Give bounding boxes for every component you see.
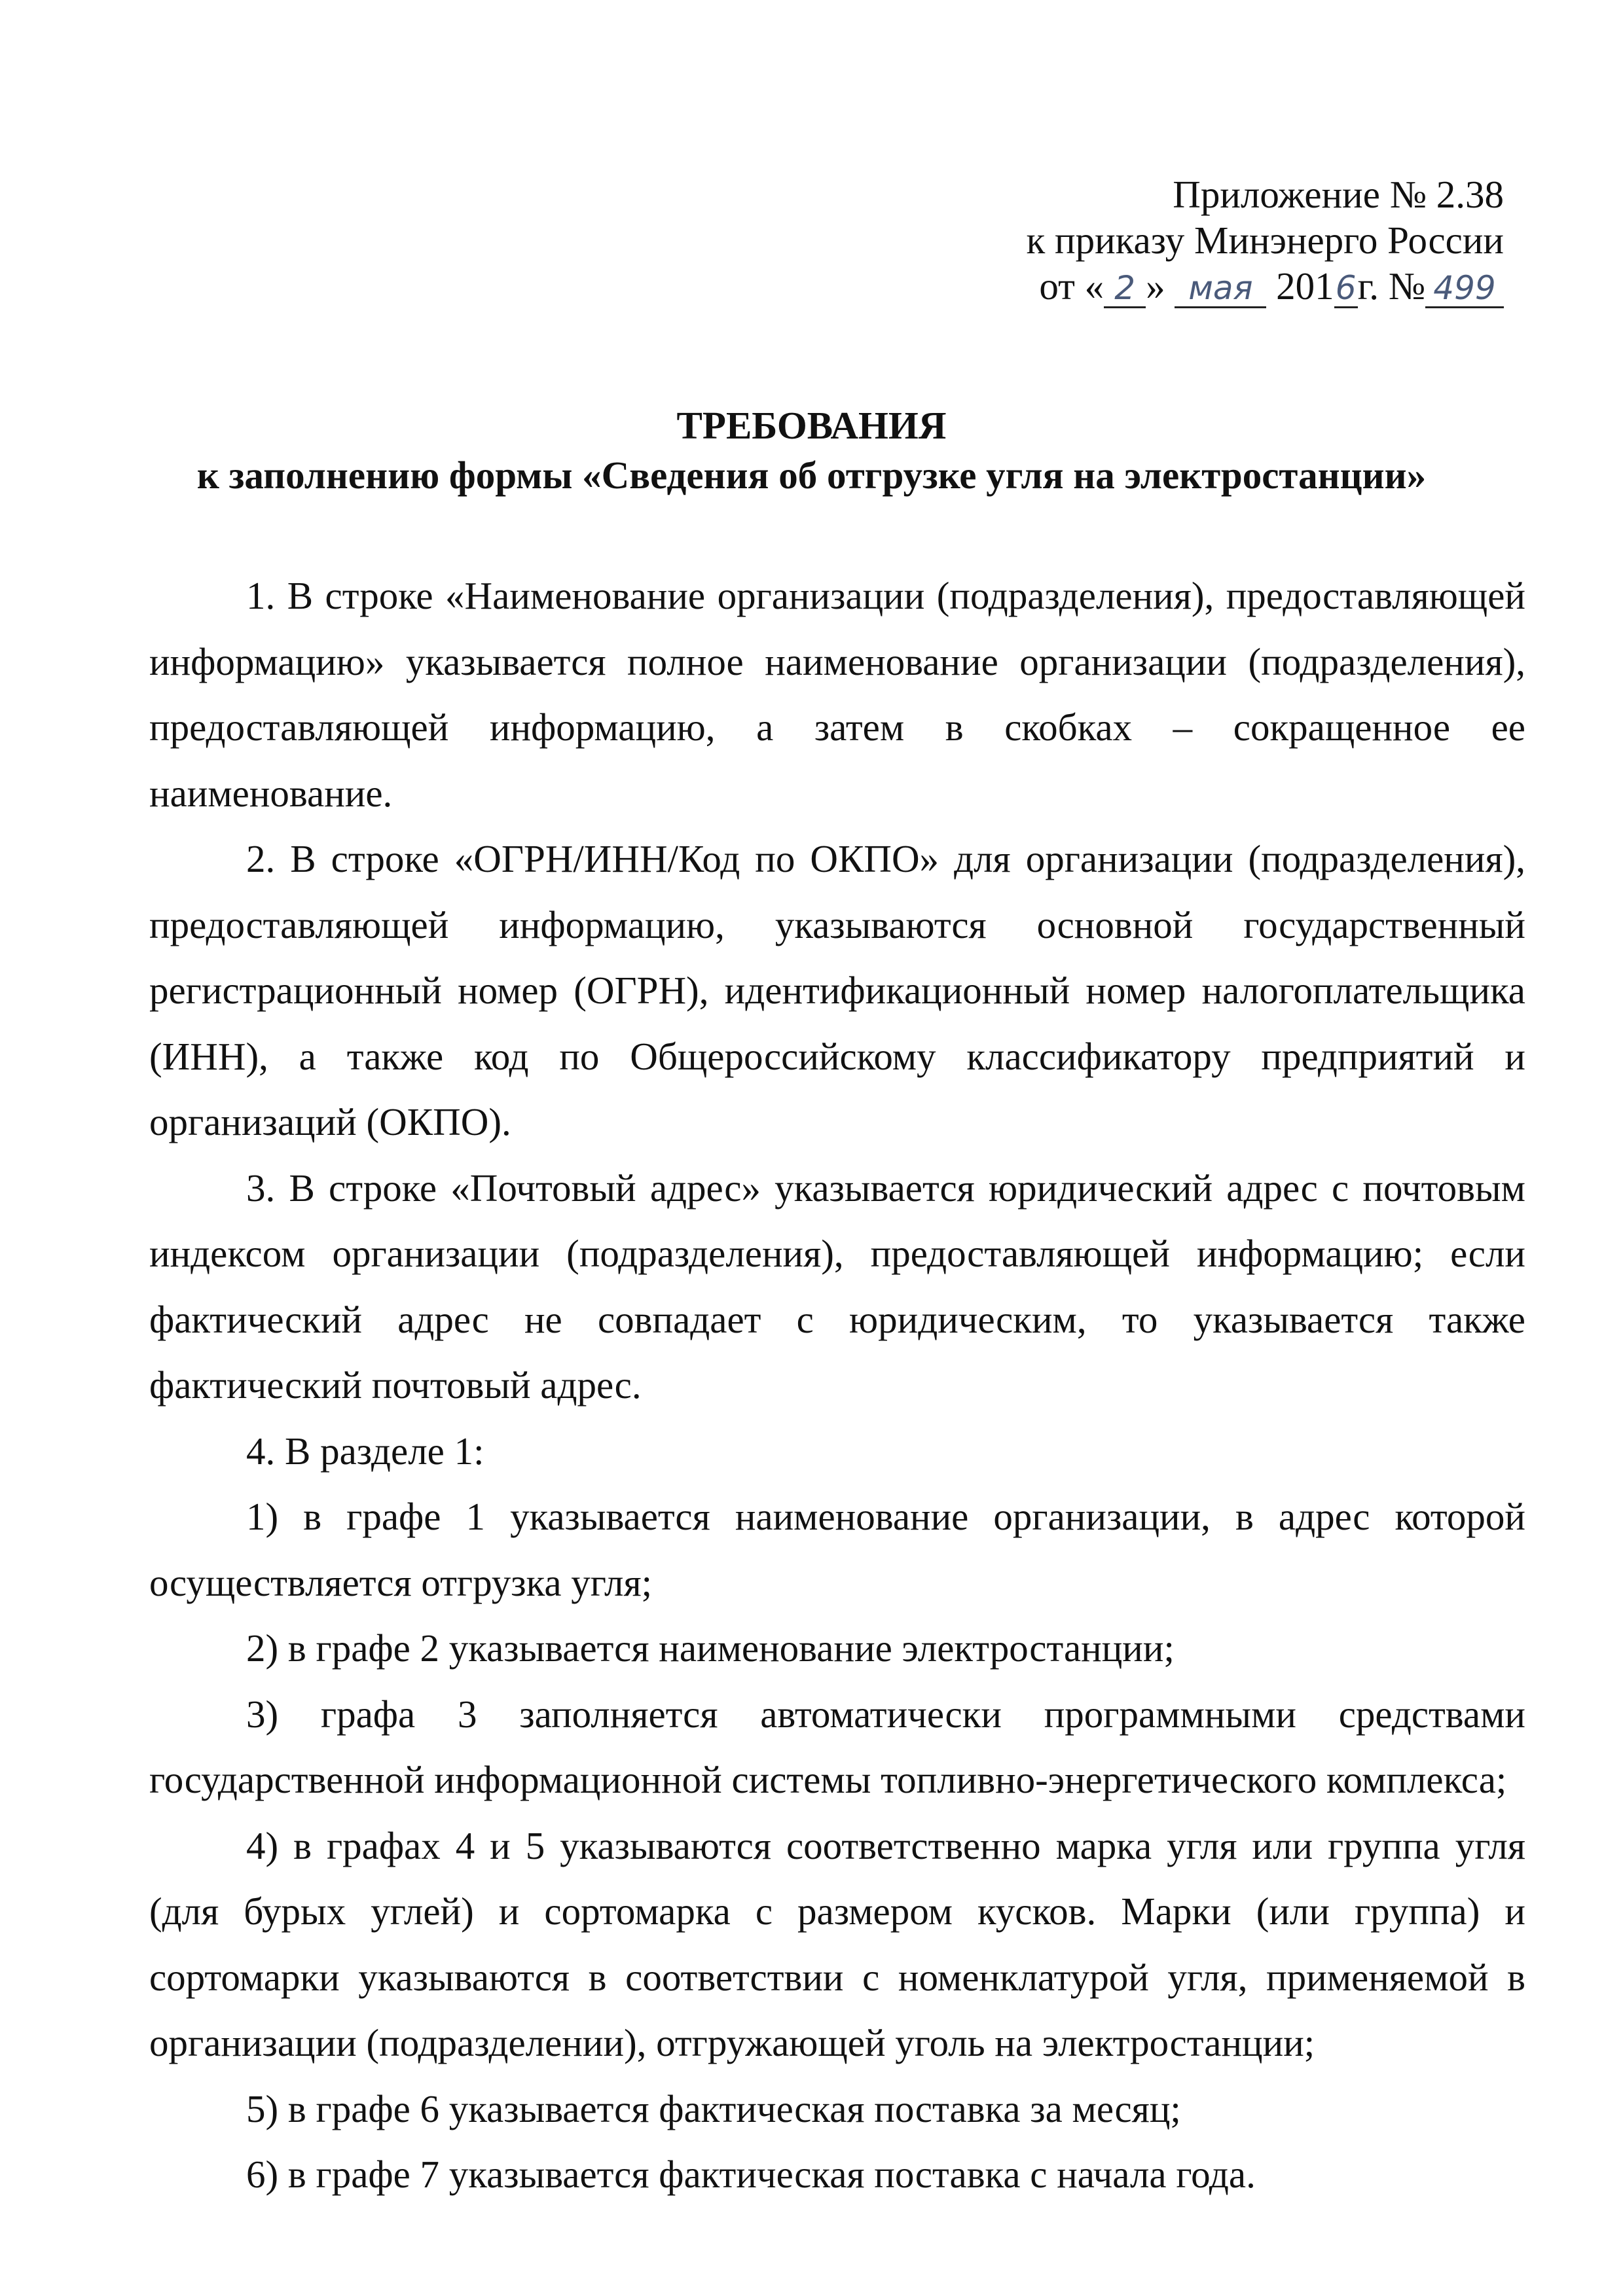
paragraph-4-1: 1) в графе 1 указывается наименование организации, в адрес которой осуществляется отгрузка угля; [149, 1495, 1525, 1604]
paragraph-1: 1. В строке «Наименование организации (подразделения), предоставляющей информацию» указывается полное наименование организации (подразделения), предоставляющей информацию, а затем в скобках – сокращенное ее наименование. [149, 574, 1525, 815]
paragraph-4-3: 3) графа 3 заполняется автоматически программными средствами государственной информационной системы топливно-энергетического комплекса; [149, 1692, 1525, 1801]
paragraph-2: 2. В строке «ОГРН/ИНН/Код по ОКПО» для организации (подразделения), предоставляющей информацию, указываются основной государственный регистрационный номер (ОГРН), идентификационный номер налогоплательщика (ИНН), а также код по Общероссийскому классификатору предприятий и организаций (ОКПО). [149, 837, 1525, 1143]
handwritten-month: мая [1175, 270, 1266, 308]
date-suffix: г. № [1357, 264, 1425, 308]
date-year-prefix: 201 [1266, 264, 1334, 308]
order-reference: к приказу Минэнерго России [1026, 219, 1504, 262]
date-mid: » [1146, 264, 1165, 308]
document-title [0, 401, 1623, 500]
title-subtitle: к заполнению формы «Сведения об отгрузке угля на электростанции» [196, 454, 1427, 497]
paragraph-4-2: 2) в графе 2 указывается наименование электростанции; [246, 1626, 1175, 1670]
handwritten-day: 2 [1104, 270, 1146, 308]
handwritten-order-number: 499 [1425, 270, 1504, 308]
appendix-number: Приложение № 2.38 [1173, 173, 1504, 216]
date-prefix: от « [1039, 264, 1104, 308]
paragraph-4-5: 5) в графе 6 указывается фактическая поставка за месяц; [246, 2087, 1181, 2130]
appendix-header [1006, 171, 1504, 309]
requirements-body [149, 563, 1525, 2208]
handwritten-year-digit: 6 [1334, 270, 1358, 308]
paragraph-4: 4. В разделе 1: [246, 1429, 484, 1473]
title-main: ТРЕБОВАНИЯ [676, 404, 947, 447]
paragraph-4-6: 6) в графе 7 указывается фактическая поставка с начала года. [246, 2153, 1256, 2196]
order-date-line [1006, 263, 1504, 309]
paragraph-4-4: 4) в графах 4 и 5 указываются соответственно марка угля или группа угля (для бурых углей) и сортомарка с размером кусков. Марки (или группа) и сортомарки указываются в соответствии с номенклатурой угля, применяемой в организации (подразделении), отгружающей уголь на электростанции; [149, 1823, 1525, 2064]
paragraph-3: 3. В строке «Почтовый адрес» указывается юридический адрес с почтовым индексом организации (подразделения), предоставляющей информацию; если фактический адрес не совпадает с юридическим, то указывается также фактический почтовый адрес. [149, 1166, 1525, 1407]
